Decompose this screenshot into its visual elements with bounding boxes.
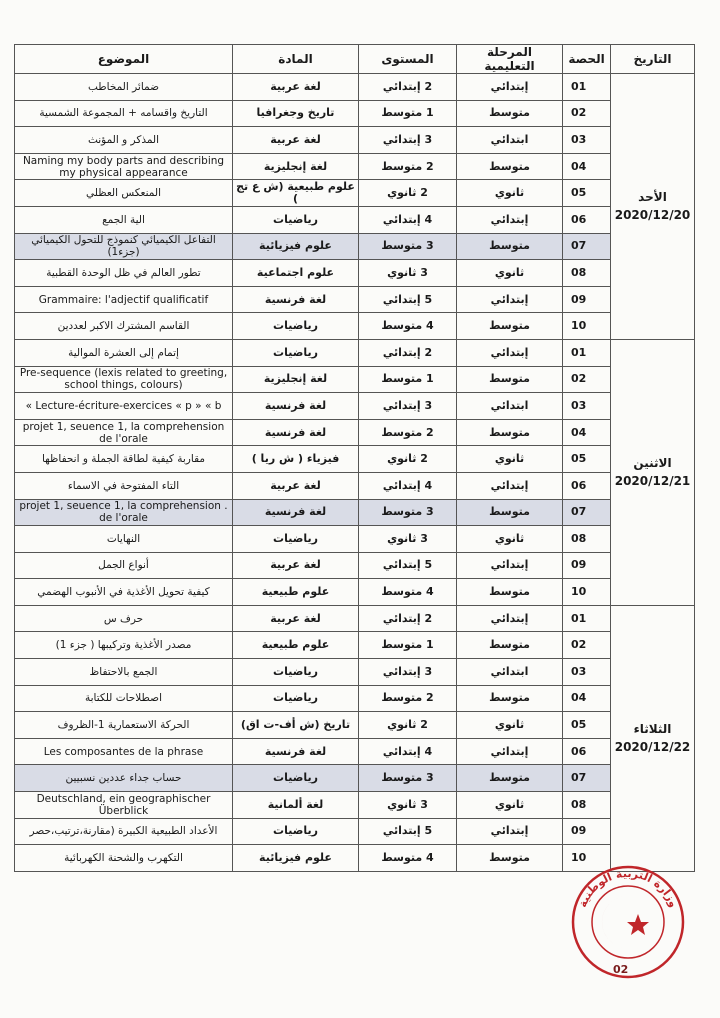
stage-cell: ثانوي bbox=[457, 180, 563, 207]
day-date: 2020/12/21 bbox=[614, 474, 691, 489]
level-cell: 2 إبتدائي bbox=[359, 605, 457, 632]
stage-cell: متوسط bbox=[457, 153, 563, 180]
table-row bbox=[15, 632, 695, 659]
level-cell: 2 ثانوي bbox=[359, 180, 457, 207]
table-row bbox=[15, 419, 695, 446]
subject-cell: علوم فيزيائية bbox=[233, 845, 359, 872]
stage-cell: ثانوي bbox=[457, 712, 563, 739]
session-cell: 01 bbox=[563, 605, 611, 632]
subject-cell: رياضيات bbox=[233, 659, 359, 686]
table-row bbox=[15, 127, 695, 154]
subject-cell: فيزياء ( ش ريا ) bbox=[233, 446, 359, 473]
stage-cell: إبتدائي bbox=[457, 74, 563, 101]
stage-cell: ابتدائي bbox=[457, 393, 563, 420]
level-cell: 4 إبتدائي bbox=[359, 738, 457, 765]
session-cell: 03 bbox=[563, 659, 611, 686]
subject-cell: لغة فرنسية bbox=[233, 499, 359, 526]
level-cell: 2 إبتدائي bbox=[359, 74, 457, 101]
level-cell: 2 متوسط bbox=[359, 419, 457, 446]
table-row bbox=[15, 74, 695, 101]
stage-cell: ثانوي bbox=[457, 792, 563, 819]
subject-cell: لغة فرنسية bbox=[233, 393, 359, 420]
level-cell: 2 ثانوي bbox=[359, 712, 457, 739]
session-cell: 04 bbox=[563, 153, 611, 180]
topic-cell: المذكر و المؤنث bbox=[15, 127, 233, 154]
table-row bbox=[15, 738, 695, 765]
subject-cell: لغة إنجليزية bbox=[233, 366, 359, 393]
level-cell: 3 ثانوي bbox=[359, 260, 457, 287]
topic-cell: الجمع بالاحتفاظ bbox=[15, 659, 233, 686]
session-cell: 09 bbox=[563, 818, 611, 845]
session-cell: 01 bbox=[563, 74, 611, 101]
topic-cell: Les composantes de la phrase bbox=[15, 738, 233, 765]
topic-cell: تطور العالم في ظل الوحدة القطبية bbox=[15, 260, 233, 287]
level-cell: 2 متوسط bbox=[359, 153, 457, 180]
session-cell: 06 bbox=[563, 738, 611, 765]
session-cell: 09 bbox=[563, 552, 611, 579]
topic-cell: Deutschland, ein geographischer Überblick bbox=[15, 792, 233, 819]
session-cell: 08 bbox=[563, 260, 611, 287]
stage-cell: إبتدائي bbox=[457, 286, 563, 313]
topic-cell: الية الجمع bbox=[15, 206, 233, 233]
subject-cell: لغة عربية bbox=[233, 552, 359, 579]
subject-cell: لغة عربية bbox=[233, 74, 359, 101]
session-cell: 09 bbox=[563, 286, 611, 313]
level-cell: 3 متوسط bbox=[359, 499, 457, 526]
session-cell: 03 bbox=[563, 127, 611, 154]
header-level: المستوى bbox=[359, 45, 457, 74]
topic-cell: Pre-sequence (lexis related to greeting, school things, colours) bbox=[15, 366, 233, 393]
topic-cell: الأعداد الطبيعية الكبيرة (مقارنة،ترتيب،حصر bbox=[15, 818, 233, 845]
table-row bbox=[15, 792, 695, 819]
schedule-table bbox=[14, 44, 695, 872]
subject-cell: تاريخ وجغرافيا bbox=[233, 100, 359, 127]
header-row bbox=[15, 45, 695, 74]
session-cell: 10 bbox=[563, 579, 611, 606]
session-cell: 02 bbox=[563, 632, 611, 659]
header-date: التاريخ bbox=[611, 45, 695, 74]
day-date-cell bbox=[611, 339, 695, 605]
session-cell: 06 bbox=[563, 472, 611, 499]
level-cell: 4 إبتدائي bbox=[359, 206, 457, 233]
page-number: 02 bbox=[613, 963, 629, 976]
topic-cell: التاريخ واقسامه + المجموعة الشمسية bbox=[15, 100, 233, 127]
level-cell: 3 إبتدائي bbox=[359, 659, 457, 686]
level-cell: 1 متوسط bbox=[359, 366, 457, 393]
table-row bbox=[15, 605, 695, 632]
session-cell: 03 bbox=[563, 393, 611, 420]
level-cell: 4 إبتدائي bbox=[359, 472, 457, 499]
level-cell: 4 متوسط bbox=[359, 579, 457, 606]
topic-cell: النهايات bbox=[15, 526, 233, 553]
level-cell: 4 متوسط bbox=[359, 845, 457, 872]
table-row bbox=[15, 153, 695, 180]
stage-cell: متوسط bbox=[457, 685, 563, 712]
stage-cell: ثانوي bbox=[457, 446, 563, 473]
day-name: الأحد bbox=[638, 190, 667, 205]
level-cell: 3 ثانوي bbox=[359, 526, 457, 553]
level-cell: 2 إبتدائي bbox=[359, 339, 457, 366]
level-cell: 3 ثانوي bbox=[359, 792, 457, 819]
svg-text:وزارة التربية الوطنية bbox=[576, 867, 680, 909]
table-row bbox=[15, 100, 695, 127]
stage-cell: متوسط bbox=[457, 366, 563, 393]
subject-cell: لغة إنجليزية bbox=[233, 153, 359, 180]
subject-cell: رياضيات bbox=[233, 685, 359, 712]
table-row bbox=[15, 579, 695, 606]
level-cell: 3 إبتدائي bbox=[359, 393, 457, 420]
table-row bbox=[15, 712, 695, 739]
topic-cell: حساب جداء عددين نسبيين bbox=[15, 765, 233, 792]
stage-cell: إبتدائي bbox=[457, 818, 563, 845]
topic-cell: Lecture-écriture-exercices « p » « b » bbox=[15, 393, 233, 420]
session-cell: 04 bbox=[563, 685, 611, 712]
day-date-cell bbox=[611, 605, 695, 871]
session-cell: 04 bbox=[563, 419, 611, 446]
table-row bbox=[15, 260, 695, 287]
table-row bbox=[15, 233, 695, 260]
table-row bbox=[15, 765, 695, 792]
topic-cell: كيفية تحويل الأغذية في الأنبوب الهضمي bbox=[15, 579, 233, 606]
subject-cell: علوم طبيعية bbox=[233, 579, 359, 606]
session-cell: 05 bbox=[563, 446, 611, 473]
table-row bbox=[15, 206, 695, 233]
stage-cell: متوسط bbox=[457, 419, 563, 446]
subject-cell: لغة فرنسية bbox=[233, 286, 359, 313]
stage-cell: متوسط bbox=[457, 579, 563, 606]
table-row bbox=[15, 659, 695, 686]
subject-cell: تاريخ (ش أف-ت اق) bbox=[233, 712, 359, 739]
topic-cell: أنواع الجمل bbox=[15, 552, 233, 579]
session-cell: 07 bbox=[563, 499, 611, 526]
table-row bbox=[15, 286, 695, 313]
topic-cell: حرف س bbox=[15, 605, 233, 632]
subject-cell: رياضيات bbox=[233, 206, 359, 233]
stage-cell: إبتدائي bbox=[457, 472, 563, 499]
header-subject: المادة bbox=[233, 45, 359, 74]
table-row bbox=[15, 339, 695, 366]
stage-cell: إبتدائي bbox=[457, 605, 563, 632]
header-session: الحصة bbox=[563, 45, 611, 74]
topic-cell: اصطلاحات للكتابة bbox=[15, 685, 233, 712]
session-cell: 01 bbox=[563, 339, 611, 366]
level-cell: 4 متوسط bbox=[359, 313, 457, 340]
topic-cell: القاسم المشترك الاكبر لعددين bbox=[15, 313, 233, 340]
level-cell: 1 متوسط bbox=[359, 100, 457, 127]
session-cell: 02 bbox=[563, 366, 611, 393]
level-cell: 1 متوسط bbox=[359, 632, 457, 659]
subject-cell: علوم فيزيائية bbox=[233, 233, 359, 260]
table-row bbox=[15, 446, 695, 473]
stage-cell: متوسط bbox=[457, 845, 563, 872]
session-cell: 08 bbox=[563, 792, 611, 819]
stage-cell: متوسط bbox=[457, 765, 563, 792]
topic-cell: Grammaire: l'adjectif qualificatif bbox=[15, 286, 233, 313]
session-cell: 06 bbox=[563, 206, 611, 233]
stage-cell: ثانوي bbox=[457, 526, 563, 553]
table-row bbox=[15, 472, 695, 499]
session-cell: 07 bbox=[563, 233, 611, 260]
table-row bbox=[15, 552, 695, 579]
topic-cell: المنعكس العظلي bbox=[15, 180, 233, 207]
header-stage: المرحلة التعليمية bbox=[457, 45, 563, 74]
session-cell: 10 bbox=[563, 313, 611, 340]
table-row bbox=[15, 366, 695, 393]
topic-cell: ضمائر المخاطب bbox=[15, 74, 233, 101]
session-cell: 08 bbox=[563, 526, 611, 553]
table-row bbox=[15, 393, 695, 420]
session-cell: 02 bbox=[563, 100, 611, 127]
subject-cell: رياضيات bbox=[233, 313, 359, 340]
subject-cell: رياضيات bbox=[233, 339, 359, 366]
level-cell: 5 إبتدائي bbox=[359, 818, 457, 845]
day-date-cell bbox=[611, 74, 695, 340]
topic-cell: التكهرب والشحنة الكهربائية bbox=[15, 845, 233, 872]
subject-cell: رياضيات bbox=[233, 818, 359, 845]
stage-cell: إبتدائي bbox=[457, 738, 563, 765]
stage-cell: متوسط bbox=[457, 313, 563, 340]
level-cell: 3 متوسط bbox=[359, 233, 457, 260]
table-row bbox=[15, 526, 695, 553]
stage-cell: متوسط bbox=[457, 100, 563, 127]
level-cell: 2 ثانوي bbox=[359, 446, 457, 473]
stage-cell: ابتدائي bbox=[457, 127, 563, 154]
topic-cell: مصدر الأغذية وتركيبها ( جزء 1) bbox=[15, 632, 233, 659]
day-date: 2020/12/20 bbox=[614, 208, 691, 223]
table-row bbox=[15, 818, 695, 845]
subject-cell: رياضيات bbox=[233, 526, 359, 553]
subject-cell: لغة فرنسية bbox=[233, 419, 359, 446]
session-cell: 05 bbox=[563, 712, 611, 739]
subject-cell: لغة فرنسية bbox=[233, 738, 359, 765]
subject-cell: لغة عربية bbox=[233, 472, 359, 499]
table-row bbox=[15, 685, 695, 712]
subject-cell: لغة عربية bbox=[233, 605, 359, 632]
stage-cell: متوسط bbox=[457, 632, 563, 659]
subject-cell: علوم طبيعية bbox=[233, 632, 359, 659]
stamp-text: وزارة التربية الوطنية bbox=[575, 866, 681, 910]
level-cell: 5 إبتدائي bbox=[359, 552, 457, 579]
schedule-body bbox=[15, 74, 695, 872]
subject-cell: لغة ألمانية bbox=[233, 792, 359, 819]
level-cell: 3 متوسط bbox=[359, 765, 457, 792]
table-row bbox=[15, 499, 695, 526]
stage-cell: ثانوي bbox=[457, 260, 563, 287]
level-cell: 5 إبتدائي bbox=[359, 286, 457, 313]
topic-cell: الحركة الاستعمارية 1-الظروف bbox=[15, 712, 233, 739]
subject-cell: رياضيات bbox=[233, 765, 359, 792]
stage-cell: متوسط bbox=[457, 499, 563, 526]
subject-cell: لغة عربية bbox=[233, 127, 359, 154]
level-cell: 2 متوسط bbox=[359, 685, 457, 712]
stage-cell: إبتدائي bbox=[457, 552, 563, 579]
stage-cell: متوسط bbox=[457, 233, 563, 260]
topic-cell: التفاعل الكيميائي كنموذج للتحول الكيميائي (جزء1) bbox=[15, 233, 233, 260]
day-date: 2020/12/22 bbox=[614, 740, 691, 755]
table-row bbox=[15, 313, 695, 340]
day-name: الثلاثاء bbox=[633, 722, 672, 737]
subject-cell: علوم طبيعية (ش ع تج ) bbox=[233, 180, 359, 207]
stage-cell: إبتدائي bbox=[457, 206, 563, 233]
day-name: الاثنين bbox=[633, 456, 672, 471]
subject-cell: علوم اجتماعية bbox=[233, 260, 359, 287]
topic-cell: Naming my body parts and describing my physical appearance bbox=[15, 153, 233, 180]
topic-cell: إتمام إلى العشرة الموالية bbox=[15, 339, 233, 366]
stage-cell: ابتدائي bbox=[457, 659, 563, 686]
session-cell: 05 bbox=[563, 180, 611, 207]
session-cell: 10 bbox=[563, 845, 611, 872]
topic-cell: التاء المفتوحة في الاسماء bbox=[15, 472, 233, 499]
topic-cell: projet 1, seuence 1, la comprehension de l'orale bbox=[15, 419, 233, 446]
topic-cell: . projet 1, seuence 1, la comprehension de l'orale bbox=[15, 499, 233, 526]
table-row bbox=[15, 180, 695, 207]
stage-cell: إبتدائي bbox=[457, 339, 563, 366]
session-cell: 07 bbox=[563, 765, 611, 792]
header-topic: الموضوع bbox=[15, 45, 233, 74]
topic-cell: مقاربة كيفية لطاقة الجملة و انحفاظها bbox=[15, 446, 233, 473]
level-cell: 3 إبتدائي bbox=[359, 127, 457, 154]
